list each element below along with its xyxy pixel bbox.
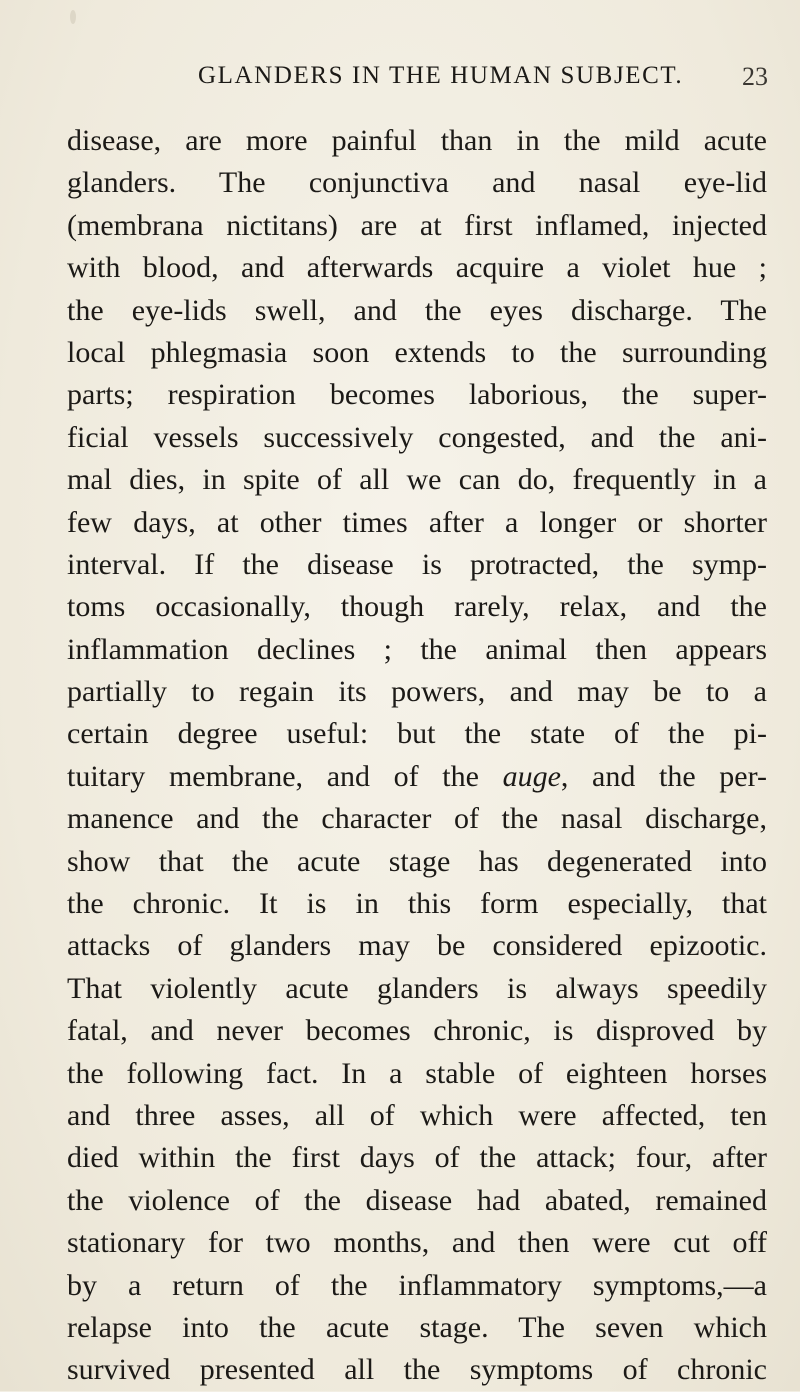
ink-smudge — [70, 10, 76, 24]
text-line: tuitary membrane, and of the auge, and the per- — [67, 759, 767, 793]
text-line: glanders. The conjunctiva and nasal eye-lid — [67, 166, 767, 200]
text-line: few days, at other times after a longer or shorter — [67, 505, 767, 539]
text-line: That violently acute glanders is always speedily — [67, 971, 767, 1005]
text-line: attacks of glanders may be considered epizootic. — [67, 929, 767, 963]
text-line: relapse into the acute stage. The seven which — [67, 1310, 767, 1344]
italic-term: auge — [502, 759, 561, 793]
text-line: disease, are more painful than in the mild acute — [67, 124, 767, 157]
text-line: the eye-lids swell, and the eyes discharge. The — [67, 293, 767, 327]
text-line: interval. If the disease is protracted, the symp- — [67, 547, 767, 581]
text-line: certain degree useful: but the state of the pi- — [67, 717, 767, 751]
text-line: the following fact. In a stable of eighteen horses — [67, 1056, 767, 1090]
text-line: stationary for two months, and then were cut off — [67, 1226, 767, 1260]
text-line: mal dies, in spite of all we can do, frequently in a — [67, 463, 767, 497]
page-number: 23 — [742, 62, 768, 91]
text-line: (membrana nictitans) are at first inflamed, injected — [67, 208, 767, 242]
text-line: the violence of the disease had abated, remained — [67, 1183, 767, 1217]
text-line: ficial vessels successively congested, and the ani- — [67, 420, 767, 454]
text-line: local phlegmasia soon extends to the surrounding — [67, 335, 767, 369]
text-line: inflammation declines ; the animal then appears — [67, 632, 767, 666]
text-line: partially to regain its powers, and may be to a — [67, 675, 767, 709]
text-line: show that the acute stage has degenerated into — [67, 844, 767, 878]
text-line: with blood, and afterwards acquire a violet hue ; — [67, 251, 767, 285]
text-line: manence and the character of the nasal discharge, — [67, 802, 767, 836]
text-line: died within the first days of the attack; four, after — [67, 1141, 767, 1175]
text-line: the chronic. It is in this form especially, that — [67, 887, 767, 921]
text-line: fatal, and never becomes chronic, is disproved by — [67, 1014, 767, 1048]
text-line: parts; respiration becomes laborious, the super- — [67, 378, 767, 412]
text-line: and three asses, all of which were affected, ten — [67, 1098, 767, 1132]
body-text — [67, 120, 767, 1392]
text-line: toms occasionally, though rarely, relax, and the — [67, 590, 767, 624]
text-line: by a return of the inflammatory symptoms,—a — [67, 1268, 767, 1302]
text-line: survived presented all the symptoms of chronic — [67, 1353, 767, 1387]
running-title: GLANDERS IN THE HUMAN SUBJECT. — [198, 62, 684, 89]
running-head — [198, 62, 768, 102]
